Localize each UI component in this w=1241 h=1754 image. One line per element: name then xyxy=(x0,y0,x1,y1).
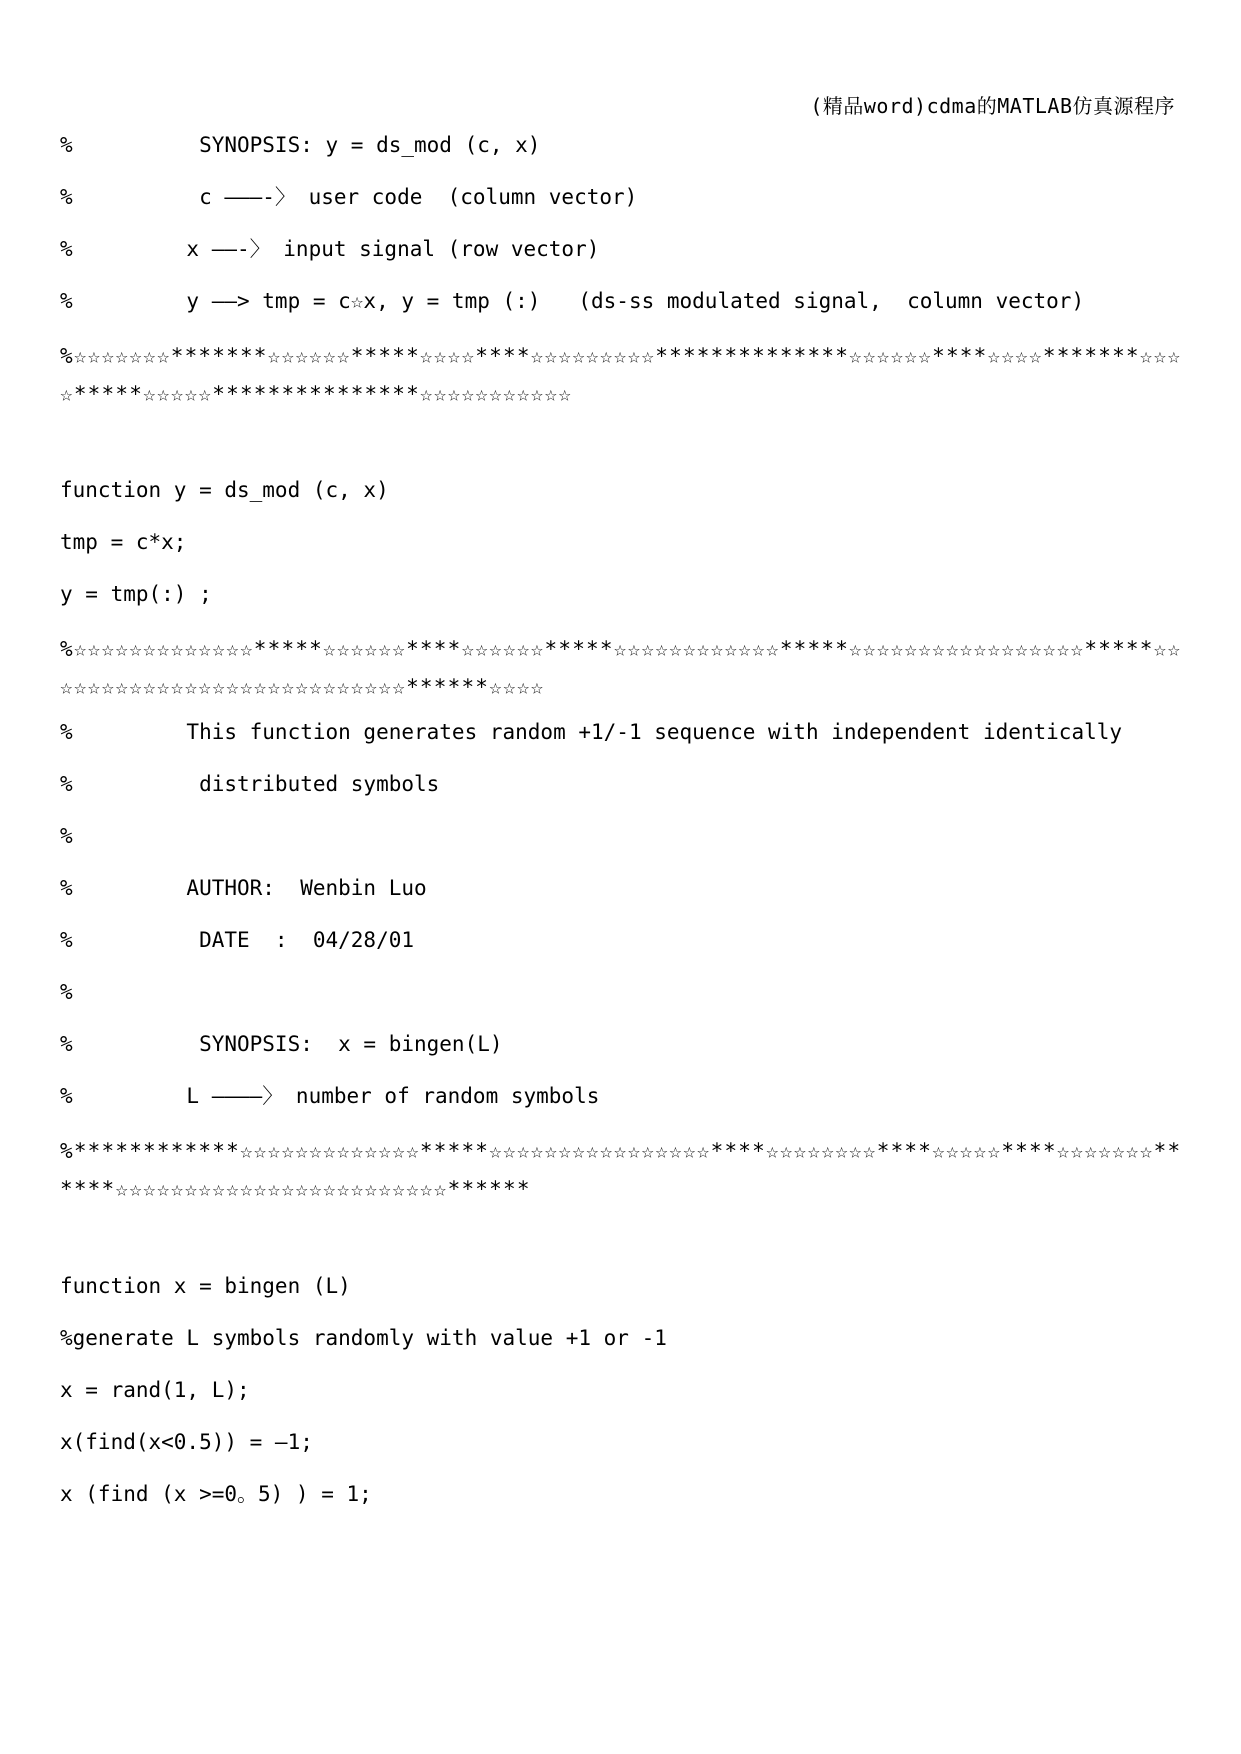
code-line: % xyxy=(60,980,73,1004)
code-line: % L ————〉 number of random symbols xyxy=(60,1084,600,1108)
comment-divider: %************☆☆☆☆☆☆☆☆☆☆☆☆☆*****☆☆☆☆☆☆☆☆☆☆☆☆☆☆☆☆****☆☆☆☆☆☆☆☆****☆☆☆☆☆****☆☆☆☆☆☆☆******☆☆☆☆☆☆☆☆☆☆☆☆☆☆☆☆☆☆☆☆☆☆☆☆****** xyxy=(60,1139,1182,1201)
code-line: % x ——-〉 input signal (row vector) xyxy=(60,237,600,261)
code-line: % distributed symbols xyxy=(60,772,440,796)
code-line: % AUTHOR: Wenbin Luo xyxy=(60,876,427,900)
code-line: %generate L symbols randomly with value +1 or -1 xyxy=(60,1326,667,1350)
code-line: % SYNOPSIS: y = ds_mod (c, x) xyxy=(60,133,541,157)
code-line: x (find (x >=0。5) ) = 1; xyxy=(60,1482,372,1506)
code-line: x = rand(1, L); xyxy=(60,1378,250,1402)
code-line: function x = bingen (L) xyxy=(60,1274,351,1298)
code-line: % SYNOPSIS: x = bingen(L) xyxy=(60,1032,503,1056)
comment-divider: %☆☆☆☆☆☆☆*******☆☆☆☆☆☆*****☆☆☆☆****☆☆☆☆☆☆☆☆☆**************☆☆☆☆☆☆****☆☆☆☆*******☆☆☆☆*****☆☆☆☆☆***************☆☆☆☆☆☆☆☆☆☆☆ xyxy=(60,344,1182,406)
code-line: % DATE : 04/28/01 xyxy=(60,928,415,952)
code-line: function y = ds_mod (c, x) xyxy=(60,478,389,502)
code-line: % This function generates random +1/-1 sequence with independent identically xyxy=(60,720,1123,744)
code-line: % c ———-〉 user code (column vector) xyxy=(60,185,638,209)
code-line: y = tmp(:) ; xyxy=(60,582,212,606)
code-line: % y ——> tmp = c☆x, y = tmp (:) (ds-ss modulated signal, column vector) xyxy=(60,289,1085,313)
code-line: % xyxy=(60,824,73,848)
code-line: tmp = c*x; xyxy=(60,530,187,554)
page-header: (精品word)cdma的MATLAB仿真源程序 xyxy=(810,94,1175,118)
comment-divider: %☆☆☆☆☆☆☆☆☆☆☆☆☆*****☆☆☆☆☆☆****☆☆☆☆☆☆*****☆☆☆☆☆☆☆☆☆☆☆☆*****☆☆☆☆☆☆☆☆☆☆☆☆☆☆☆☆☆*****☆☆☆☆☆☆☆☆☆☆☆☆☆☆☆☆☆☆☆☆☆☆☆☆☆☆☆******☆☆☆☆ xyxy=(60,637,1182,699)
code-line: x(find(x<0.5)) = —1; xyxy=(60,1430,313,1454)
